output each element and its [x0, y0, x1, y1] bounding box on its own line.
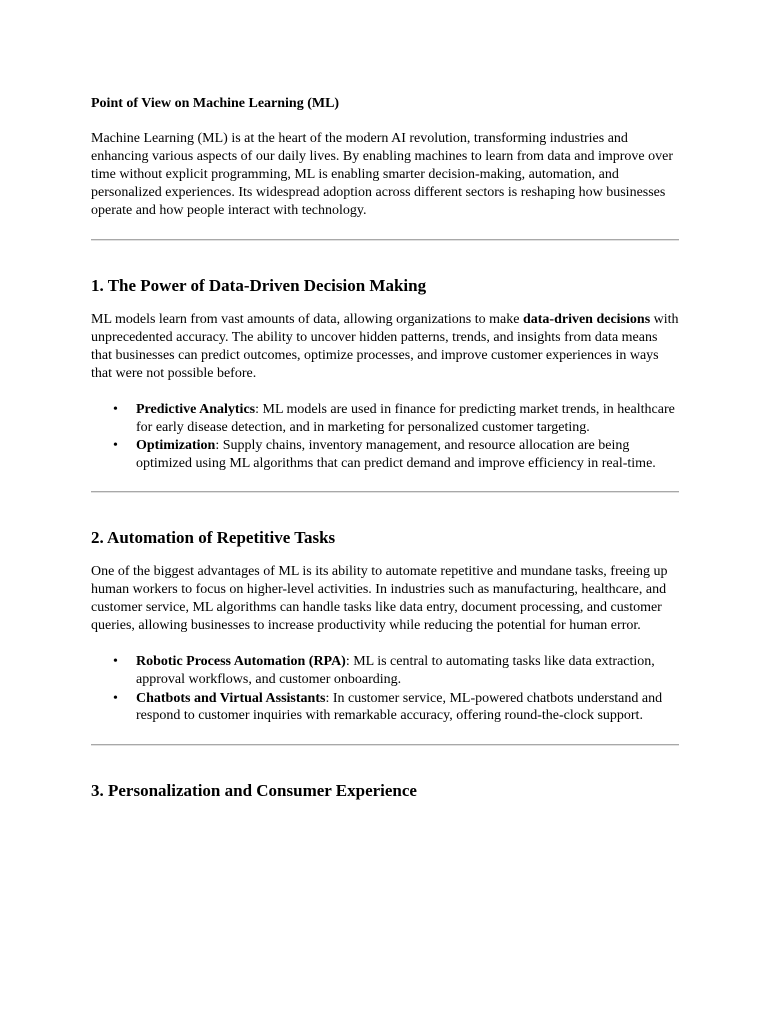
list-item-text: : Supply chains, inventory management, and resource allocation are being optimized using ML algorithms that can predict demand and improve efficiency in real-time.: [136, 438, 656, 471]
list-item: [91, 690, 679, 725]
list-item: [91, 401, 679, 436]
section-divider: [91, 491, 679, 493]
document-title: Point of View on Machine Learning (ML): [91, 96, 340, 111]
paragraph-text: ML models learn from vast amounts of data, allowing organizations to make: [91, 312, 523, 327]
paragraph-text: with unprecedented accuracy. The ability to uncover hidden patterns, trends, and insights from data means that businesses can predict outcomes, optimize processes, and improve customer experiences in ways that were not possible before.: [91, 312, 679, 381]
list-item-text: : ML models are used in finance for predicting market trends, in healthcare for early disease detection, and in marketing for personalized customer targeting.: [136, 402, 675, 435]
bullet-icon: •: [113, 690, 118, 706]
section-paragraph-data-driven: [91, 311, 679, 383]
list-item-term: Chatbots and Virtual Assistants: [136, 690, 326, 706]
document-page: [91, 95, 679, 816]
paragraph-bold-text: data-driven decisions: [522, 312, 651, 327]
section-divider: [91, 744, 679, 746]
list-item-text: : In customer service, ML-powered chatbots understand and respond to customer inquiries with remarkable accuracy, offering round-the-clock support.: [136, 690, 663, 724]
intro-paragraph: Machine Learning (ML) is at the heart of the modern AI revolution, transforming industries and enhancing various aspects of our daily lives. By enabling machines to learn from data and improve over time without explicit programming, ML is enabling smarter decision-making, automation, and personalized experiences. Its widespread adoption across different sectors is reshaping how businesses operate and how people interact with technology.: [91, 131, 673, 218]
bullet-icon: •: [113, 438, 118, 454]
section-divider: [91, 239, 679, 241]
section-heading-data-driven: 1. The Power of Data-Driven Decision Making: [91, 276, 427, 295]
list-item-term: Optimization: [136, 438, 216, 454]
list-item: [91, 437, 679, 472]
section-heading-personalization: 3. Personalization and Consumer Experience: [91, 780, 417, 800]
list-item: [91, 653, 679, 688]
bullet-list-data-driven: [91, 401, 679, 472]
section-paragraph-automation: One of the biggest advantages of ML is its ability to automate repetitive and mundane tasks, freeing up human workers to focus on higher-level activities. In industries such as manufacturing, healthcare, and customer service, ML algorithms can handle tasks like data entry, document processing, and customer queries, allowing businesses to increase productivity while reducing the potential for human error.: [91, 564, 668, 634]
bullet-list-automation: [91, 653, 679, 724]
bullet-icon: •: [113, 402, 118, 417]
list-item-text: : ML is central to automating tasks like data extraction, approval workflows, and customer onboarding.: [136, 654, 655, 687]
bullet-icon: •: [113, 654, 118, 670]
list-item-term: Robotic Process Automation (RPA): [136, 654, 346, 670]
section-heading-automation: 2. Automation of Repetitive Tasks: [91, 528, 336, 548]
list-item-term: Predictive Analytics: [136, 402, 256, 417]
